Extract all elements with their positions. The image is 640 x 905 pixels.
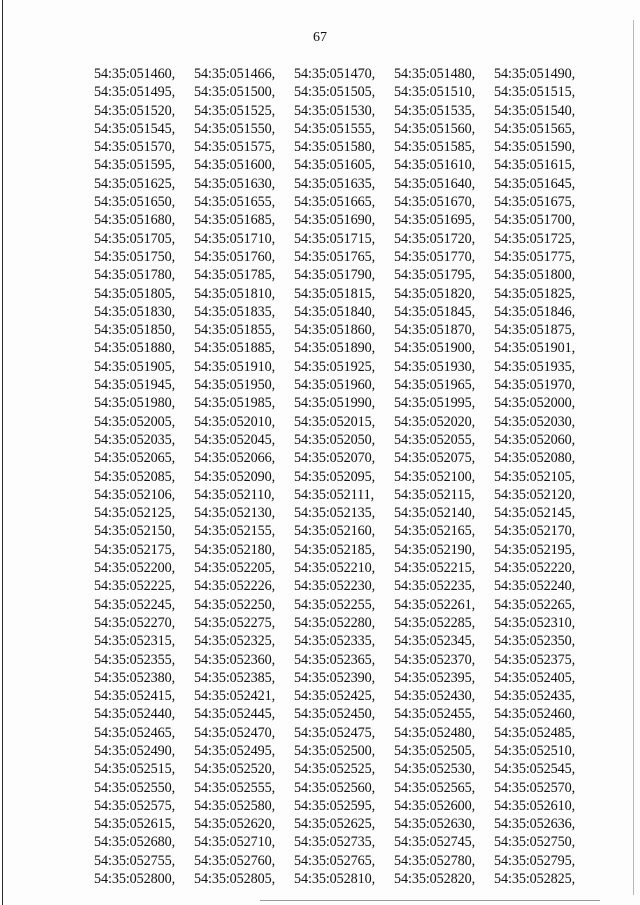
cadastral-number: 54:35:052525,: [294, 761, 376, 778]
cadastral-number: 54:35:051690,: [294, 212, 376, 229]
cadastral-number: 54:35:051535,: [394, 102, 476, 119]
cadastral-number: 54:35:051901,: [494, 340, 576, 357]
cadastral-number: 54:35:052490,: [94, 742, 176, 759]
cadastral-number: 54:35:052680,: [94, 834, 176, 851]
cadastral-number: 54:35:052265,: [494, 596, 576, 613]
cadastral-number: 54:35:051925,: [294, 358, 376, 375]
cadastral-number: 54:35:052225,: [94, 578, 176, 595]
cadastral-number: 54:35:051750,: [94, 248, 176, 265]
cadastral-number: 54:35:052200,: [94, 560, 176, 577]
cadastral-number: 54:35:052120,: [494, 486, 576, 503]
cadastral-number: 54:35:052555,: [194, 779, 276, 796]
cadastral-number: 54:35:052745,: [394, 834, 476, 851]
cadastral-number: 54:35:051555,: [294, 120, 376, 137]
scan-right-edge: [633, 20, 634, 895]
cadastral-number: 54:35:052636,: [494, 816, 576, 833]
cadastral-number: 54:35:051480,: [394, 66, 476, 82]
cadastral-number: 54:35:052385,: [194, 669, 276, 686]
cadastral-number: 54:35:051810,: [194, 285, 276, 302]
cadastral-number: 54:35:051645,: [494, 175, 576, 192]
cadastral-number: 54:35:052055,: [394, 431, 476, 448]
cadastral-number: 54:35:052155,: [194, 523, 276, 540]
cadastral-number: 54:35:051775,: [494, 248, 576, 265]
cadastral-number: 54:35:051870,: [394, 322, 476, 339]
cadastral-number: 54:35:052575,: [94, 797, 176, 814]
cadastral-number: 54:35:051760,: [194, 248, 276, 265]
cadastral-number: 54:35:051860,: [294, 322, 376, 339]
cadastral-number: 54:35:052275,: [194, 614, 276, 631]
cadastral-number: 54:35:051540,: [494, 102, 576, 119]
cadastral-number: 54:35:052580,: [194, 797, 276, 814]
cadastral-number: 54:35:051525,: [194, 102, 276, 119]
cadastral-number: 54:35:052415,: [94, 688, 176, 705]
cadastral-number: 54:35:052106,: [94, 486, 176, 503]
cadastral-number: 54:35:052600,: [394, 797, 476, 814]
cadastral-number: 54:35:051820,: [394, 285, 476, 302]
scan-bottom-edge: [260, 900, 600, 901]
cadastral-number: 54:35:051965,: [394, 377, 476, 394]
cadastral-number: 54:35:051890,: [294, 340, 376, 357]
cadastral-number: 54:35:051930,: [394, 358, 476, 375]
cadastral-number: 54:35:052495,: [194, 742, 276, 759]
cadastral-number: 54:35:051515,: [494, 84, 576, 101]
cadastral-number: 54:35:051990,: [294, 395, 376, 412]
cadastral-number: 54:35:051830,: [94, 303, 176, 320]
cadastral-number: 54:35:052190,: [394, 541, 476, 558]
cadastral-number: 54:35:052010,: [194, 413, 276, 430]
cadastral-number: 54:35:052130,: [194, 505, 276, 522]
cadastral-number: 54:35:052280,: [294, 614, 376, 631]
cadastral-number: 54:35:052110,: [194, 486, 275, 503]
cadastral-number: 54:35:052795,: [494, 852, 576, 869]
cadastral-number: 54:35:051950,: [194, 377, 276, 394]
cadastral-number: 54:35:051850,: [94, 322, 176, 339]
cadastral-number: 54:35:052735,: [294, 834, 376, 851]
cadastral-number: 54:35:051605,: [294, 157, 376, 174]
cadastral-number: 54:35:051800,: [494, 267, 576, 284]
cadastral-number: 54:35:052335,: [294, 633, 376, 650]
cadastral-number: 54:35:051960,: [294, 377, 376, 394]
cadastral-number: 54:35:051625,: [94, 175, 176, 192]
page-number: 67: [313, 30, 327, 45]
cadastral-number: 54:35:051635,: [294, 175, 376, 192]
cadastral-number: 54:35:052485,: [494, 724, 576, 741]
cadastral-number: 54:35:051970,: [494, 377, 576, 394]
cadastral-number: 54:35:051725,: [494, 230, 576, 247]
cadastral-number: 54:35:052405,: [494, 669, 576, 686]
cadastral-number: 54:35:051650,: [94, 194, 176, 211]
cadastral-number: 54:35:052020,: [394, 413, 476, 430]
cadastral-number: 54:35:052195,: [494, 541, 576, 558]
cadastral-number: 54:35:051615,: [494, 157, 576, 174]
cadastral-number: 54:35:052360,: [194, 651, 276, 668]
cadastral-number: 54:35:052455,: [394, 706, 476, 723]
cadastral-number: 54:35:051905,: [94, 358, 176, 375]
cadastral-number: 54:35:052285,: [394, 614, 476, 631]
cadastral-number: 54:35:052380,: [94, 669, 176, 686]
cadastral-number: 54:35:052810,: [294, 871, 376, 888]
cadastral-number: 54:35:052425,: [294, 688, 376, 705]
cadastral-number: 54:35:052115,: [394, 486, 475, 503]
cadastral-number: 54:35:052480,: [394, 724, 476, 741]
cadastral-number: 54:35:052765,: [294, 852, 376, 869]
cadastral-number: 54:35:052710,: [194, 834, 276, 851]
cadastral-number: 54:35:051585,: [394, 139, 476, 156]
cadastral-number: 54:35:051770,: [394, 248, 476, 265]
cadastral-number: 54:35:052620,: [194, 816, 276, 833]
cadastral-number: 54:35:051835,: [194, 303, 276, 320]
cadastral-number: 54:35:051855,: [194, 322, 276, 339]
cadastral-number: 54:35:051985,: [194, 395, 276, 412]
cadastral-number: 54:35:051945,: [94, 377, 176, 394]
cadastral-number: 54:35:051995,: [394, 395, 476, 412]
cadastral-number: 54:35:052175,: [94, 541, 176, 558]
cadastral-number: 54:35:051470,: [294, 66, 376, 82]
cadastral-number: 54:35:051805,: [94, 285, 176, 302]
cadastral-number: 54:35:052390,: [294, 669, 376, 686]
cadastral-number: 54:35:051840,: [294, 303, 376, 320]
cadastral-number: 54:35:052500,: [294, 742, 376, 759]
cadastral-number: 54:35:051530,: [294, 102, 376, 119]
cadastral-number: 54:35:052800,: [94, 871, 176, 888]
cadastral-number: 54:35:051685,: [194, 212, 276, 229]
cadastral-number: 54:35:052060,: [494, 431, 576, 448]
cadastral-number: 54:35:052165,: [394, 523, 476, 540]
cadastral-number: 54:35:051700,: [494, 212, 576, 229]
cadastral-number: 54:35:052145,: [494, 505, 576, 522]
cadastral-number: 54:35:052350,: [494, 633, 576, 650]
cadastral-number: 54:35:052355,: [94, 651, 176, 668]
cadastral-number: 54:35:052505,: [394, 742, 476, 759]
cadastral-number: 54:35:051780,: [94, 267, 176, 284]
cadastral-number: 54:35:051670,: [394, 194, 476, 211]
cadastral-number: 54:35:052180,: [194, 541, 276, 558]
cadastral-number: 54:35:052450,: [294, 706, 376, 723]
cadastral-number: 54:35:052630,: [394, 816, 476, 833]
cadastral-number: 54:35:052070,: [294, 450, 376, 467]
cadastral-number: 54:35:052625,: [294, 816, 376, 833]
cadastral-number: 54:35:052075,: [394, 450, 476, 467]
cadastral-number: 54:35:052005,: [94, 413, 176, 430]
cadastral-number: 54:35:051900,: [394, 340, 476, 357]
cadastral-number: 54:35:052615,: [94, 816, 176, 833]
cadastral-number: 54:35:052140,: [394, 505, 476, 522]
cadastral-number: 54:35:051570,: [94, 139, 176, 156]
cadastral-number: 54:35:051665,: [294, 194, 376, 211]
cadastral-number: 54:35:052430,: [394, 688, 476, 705]
cadastral-number: 54:35:052510,: [494, 742, 576, 759]
cadastral-number: 54:35:052000,: [494, 395, 576, 412]
cadastral-number: 54:35:052205,: [194, 560, 276, 577]
cadastral-number: 54:35:051680,: [94, 212, 176, 229]
cadastral-number: 54:35:052465,: [94, 724, 176, 741]
cadastral-number: 54:35:052080,: [494, 450, 576, 467]
cadastral-number: 54:35:052530,: [394, 761, 476, 778]
cadastral-number: 54:35:052550,: [94, 779, 176, 796]
cadastral-number: 54:35:052370,: [394, 651, 476, 668]
cadastral-number: 54:35:051825,: [494, 285, 576, 302]
cadastral-number: 54:35:051720,: [394, 230, 476, 247]
cadastral-number: 54:35:052085,: [94, 468, 176, 485]
cadastral-number: 54:35:051935,: [494, 358, 576, 375]
cadastral-number: 54:35:052150,: [94, 523, 176, 540]
cadastral-number: 54:35:052230,: [294, 578, 376, 595]
scan-left-edge: [2, 0, 3, 905]
cadastral-number: 54:35:052215,: [394, 560, 476, 577]
cadastral-number: 54:35:051490,: [494, 66, 576, 82]
cadastral-number: 54:35:051630,: [194, 175, 276, 192]
cadastral-number: 54:35:052445,: [194, 706, 276, 723]
cadastral-number: 54:35:052325,: [194, 633, 276, 650]
cadastral-number: 54:35:052065,: [94, 450, 176, 467]
cadastral-number: 54:35:052435,: [494, 688, 576, 705]
cadastral-number: 54:35:052185,: [294, 541, 376, 558]
cadastral-number: 54:35:051590,: [494, 139, 576, 156]
cadastral-number: 54:35:051500,: [194, 84, 276, 101]
cadastral-number: 54:35:051795,: [394, 267, 476, 284]
cadastral-number: 54:35:051580,: [294, 139, 376, 156]
cadastral-number: 54:35:052015,: [294, 413, 376, 430]
cadastral-number: 54:35:052750,: [494, 834, 576, 851]
cadastral-number: 54:35:052421,: [194, 688, 276, 705]
cadastral-number: 54:35:051610,: [394, 157, 476, 174]
cadastral-number: 54:35:051495,: [94, 84, 176, 101]
cadastral-number: 54:35:051710,: [194, 230, 276, 247]
cadastral-number: 54:35:052066,: [194, 450, 276, 467]
cadastral-number: 54:35:051785,: [194, 267, 276, 284]
cadastral-number: 54:35:052395,: [394, 669, 476, 686]
cadastral-number: 54:35:052780,: [394, 852, 476, 869]
cadastral-number: 54:35:052345,: [394, 633, 476, 650]
cadastral-number: 54:35:051550,: [194, 120, 276, 137]
cadastral-number: 54:35:051460,: [94, 66, 176, 82]
cadastral-number: 54:35:051880,: [94, 340, 176, 357]
cadastral-number: 54:35:051790,: [294, 267, 376, 284]
cadastral-number: 54:35:052255,: [294, 596, 376, 613]
cadastral-number: 54:35:052210,: [294, 560, 376, 577]
cadastral-number: 54:35:052760,: [194, 852, 276, 869]
cadastral-number: 54:35:052595,: [294, 797, 376, 814]
cadastral-number: 54:35:051845,: [394, 303, 476, 320]
cadastral-number: 54:35:052220,: [494, 560, 576, 577]
cadastral-number: 54:35:051846,: [494, 303, 576, 320]
cadastral-number: 54:35:052050,: [294, 431, 376, 448]
cadastral-number: 54:35:052250,: [194, 596, 276, 613]
cadastral-number: 54:35:051885,: [194, 340, 276, 357]
cadastral-number: 54:35:052440,: [94, 706, 176, 723]
cadastral-number: 54:35:052261,: [394, 596, 476, 613]
cadastral-number: 54:35:051640,: [394, 175, 476, 192]
cadastral-number: 54:35:051565,: [494, 120, 576, 137]
cadastral-number: 54:35:052545,: [494, 761, 576, 778]
cadastral-number: 54:35:052565,: [394, 779, 476, 796]
cadastral-number: 54:35:052315,: [94, 633, 176, 650]
cadastral-number: 54:35:052365,: [294, 651, 376, 668]
cadastral-number: 54:35:051815,: [294, 285, 376, 302]
cadastral-number: 54:35:052375,: [494, 651, 576, 668]
cadastral-number: 54:35:052105,: [494, 468, 576, 485]
cadastral-number: 54:35:051705,: [94, 230, 176, 247]
cadastral-number: 54:35:052570,: [494, 779, 576, 796]
cadastral-number: 54:35:052235,: [394, 578, 476, 595]
cadastral-number: 54:35:052560,: [294, 779, 376, 796]
cadastral-number: 54:35:051505,: [294, 84, 376, 101]
cadastral-number: 54:35:052111,: [294, 486, 375, 503]
cadastral-number: 54:35:052270,: [94, 614, 176, 631]
cadastral-number: 54:35:052095,: [294, 468, 376, 485]
cadastral-number: 54:35:052520,: [194, 761, 276, 778]
cadastral-number: 54:35:051655,: [194, 194, 276, 211]
cadastral-number: 54:35:052170,: [494, 523, 576, 540]
cadastral-number: 54:35:052805,: [194, 871, 276, 888]
cadastral-number: 54:35:051715,: [294, 230, 376, 247]
cadastral-number: 54:35:051575,: [194, 139, 276, 156]
cadastral-number: 54:35:052100,: [394, 468, 476, 485]
cadastral-number: 54:35:052090,: [194, 468, 276, 485]
cadastral-number: 54:35:052460,: [494, 706, 576, 723]
cadastral-number: 54:35:052226,: [194, 578, 276, 595]
cadastral-number: 54:35:052475,: [294, 724, 376, 741]
cadastral-number: 54:35:052310,: [494, 614, 576, 631]
cadastral-number: 54:35:052825,: [494, 871, 576, 888]
cadastral-number: 54:35:052245,: [94, 596, 176, 613]
cadastral-number: 54:35:052160,: [294, 523, 376, 540]
cadastral-number: 54:35:052240,: [494, 578, 576, 595]
cadastral-number: 54:35:051695,: [394, 212, 476, 229]
cadastral-number: 54:35:051910,: [194, 358, 276, 375]
cadastral-number: 54:35:052045,: [194, 431, 276, 448]
cadastral-number: 54:35:051520,: [94, 102, 176, 119]
cadastral-number: 54:35:051545,: [94, 120, 176, 137]
cadastral-number: 54:35:052470,: [194, 724, 276, 741]
cadastral-number: 54:35:051595,: [94, 157, 176, 174]
cadastral-number: 54:35:051466,: [194, 66, 276, 82]
cadastral-number: 54:35:052125,: [94, 505, 176, 522]
cadastral-number: 54:35:052135,: [294, 505, 376, 522]
cadastral-number: 54:35:052030,: [494, 413, 576, 430]
cadastral-number: 54:35:051875,: [494, 322, 576, 339]
cadastral-number: 54:35:052820,: [394, 871, 476, 888]
cadastral-number: 54:35:051675,: [494, 194, 576, 211]
cadastral-number: 54:35:051980,: [94, 395, 176, 412]
cadastral-number: 54:35:052755,: [94, 852, 176, 869]
cadastral-number: 54:35:052035,: [94, 431, 176, 448]
cadastral-number: 54:35:051600,: [194, 157, 276, 174]
cadastral-number: 54:35:052515,: [94, 761, 176, 778]
cadastral-number-list: [94, 65, 594, 888]
cadastral-number: 54:35:051765,: [294, 248, 376, 265]
cadastral-number: 54:35:051560,: [394, 120, 476, 137]
cadastral-number: 54:35:052610,: [494, 797, 576, 814]
cadastral-number: 54:35:051510,: [394, 84, 476, 101]
